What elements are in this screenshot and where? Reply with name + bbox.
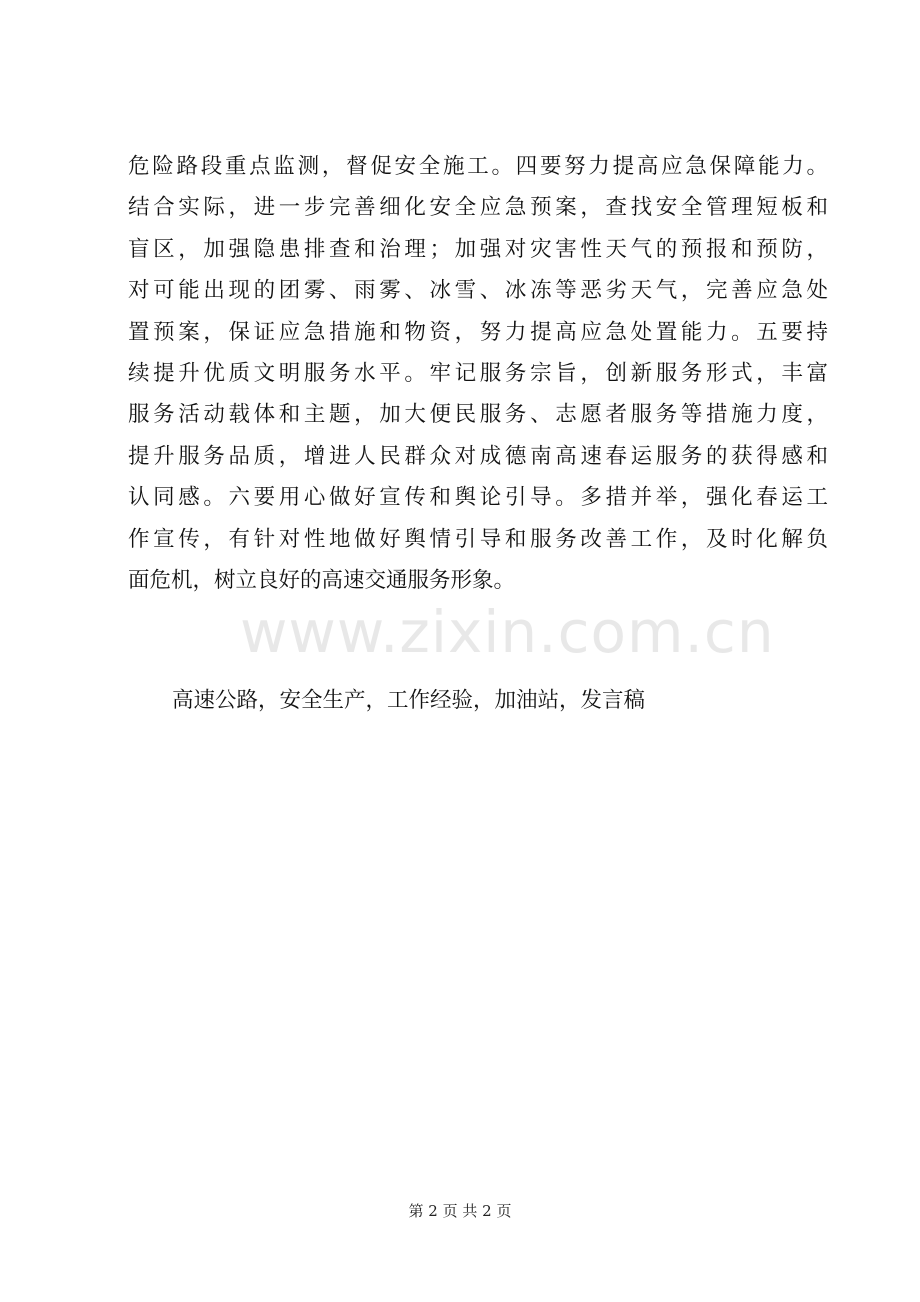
body-line: 认同感。六要用心做好宣传和舆论引导。多措并举，强化春运工: [128, 485, 828, 511]
body-line: 盲区，加强隐患排查和治理；加强对灾害性天气的预报和预防，: [128, 236, 828, 262]
watermark: www.zixin.com.cn: [240, 598, 775, 666]
body-line: 作宣传，有针对性地做好舆情引导和服务改善工作，及时化解负: [128, 526, 828, 552]
keywords-line: 高速公路，安全生产，工作经验，加油站，发言稿: [172, 688, 646, 713]
body-line-last: 面危机，树立良好的高速交通服务形象。: [128, 567, 516, 593]
body-line: 对可能出现的团雾、雨雾、冰雪、冰冻等恶劣天气，完善应急处: [128, 278, 828, 304]
body-text: [128, 146, 828, 601]
body-line: 置预案，保证应急措施和物资，努力提高应急处置能力。五要持: [128, 319, 828, 345]
body-line: 提升服务品质，增进人民群众对成德南高速春运服务的获得感和: [128, 443, 828, 469]
page-footer: 第 2 页 共 2 页: [408, 1202, 512, 1220]
body-line: 危险路段重点监测，督促安全施工。四要努力提高应急保障能力。: [128, 154, 828, 179]
body-line: 结合实际，进一步完善细化安全应急预案，查找安全管理短板和: [128, 195, 828, 221]
body-line: 续提升优质文明服务水平。牢记服务宗旨，创新服务形式，丰富: [128, 360, 828, 386]
body-line: 服务活动载体和主题，加大便民服务、志愿者服务等措施力度，: [128, 402, 828, 428]
